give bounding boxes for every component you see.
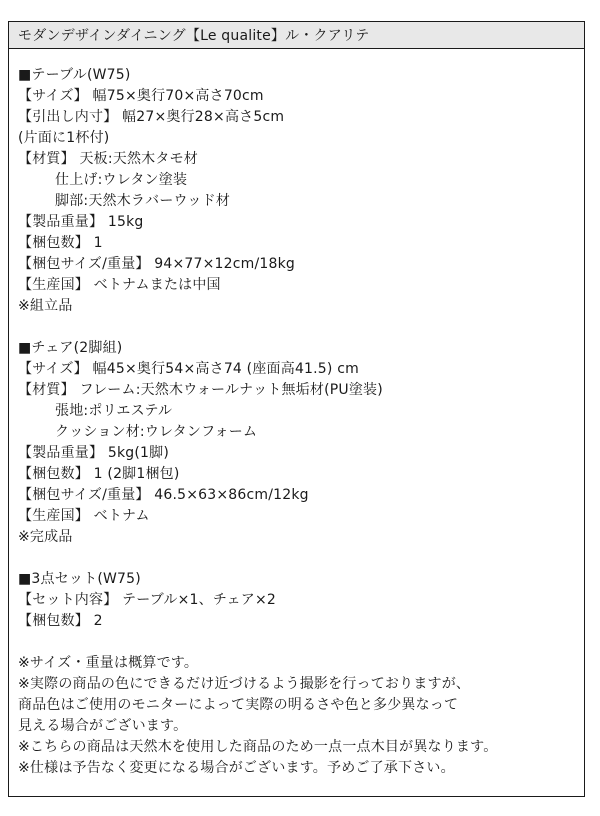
spec-line: ※完成品 <box>18 529 73 545</box>
spec-line: 【材質】 天板:天然木タモ材 <box>18 151 198 167</box>
product-title: モダンデザインダイニング【Le qualite】ル・クアリテ <box>18 28 370 44</box>
spec-line: 【引出し内寸】 幅27×奥行28×高さ5cm <box>18 109 285 125</box>
note-line: 見える場合がございます。 <box>18 718 188 734</box>
note-line: ※実際の商品の色にできるだけ近づけるよう撮影を行っておりますが、 <box>18 676 471 692</box>
blank-line <box>18 632 575 653</box>
spec-line: 【材質】 フレーム:天然木ウォールナット無垢材(PU塗装) <box>18 382 383 398</box>
spec-line: 仕上げ:ウレタン塗装 <box>55 172 188 188</box>
spec-line: 【サイズ】 幅75×奥行70×高さ70cm <box>18 88 264 104</box>
blank-line <box>18 317 575 338</box>
spec-line: 【梱包数】 1 <box>18 235 103 251</box>
spec-line: クッション材:ウレタンフォーム <box>55 424 258 440</box>
blank-line <box>18 548 575 569</box>
spec-line: 【生産国】 ベトナムまたは中国 <box>18 277 221 293</box>
product-spec-panel <box>8 21 585 797</box>
section-heading: ■3点セット(W75) <box>18 571 141 587</box>
spec-line: 【製品重量】 5kg(1脚) <box>18 445 169 461</box>
product-title-bar <box>9 22 584 49</box>
spec-line: 【セット内容】 テーブル×1、チェア×2 <box>18 592 277 608</box>
section-heading: ■チェア(2脚組) <box>18 340 123 356</box>
spec-line: ※組立品 <box>18 298 73 314</box>
note-line: ※サイズ・重量は概算です。 <box>18 655 199 671</box>
spec-line: 【サイズ】 幅45×奥行54×高さ74 (座面高41.5) cm <box>18 361 359 377</box>
note-line: ※仕様は予告なく変更になる場合がございます。予めご了承下さい。 <box>18 760 455 776</box>
spec-line: 【梱包数】 1 (2脚1梱包) <box>18 466 180 482</box>
spec-line: 【梱包数】 2 <box>18 613 103 629</box>
section-heading: ■テーブル(W75) <box>18 67 131 83</box>
spec-body <box>9 49 584 779</box>
spec-line: 張地:ポリエステル <box>55 403 173 419</box>
note-line: ※こちらの商品は天然木を使用した商品のため一点一点木目が異なります。 <box>18 739 498 755</box>
spec-line: 脚部:天然木ラバーウッド材 <box>55 193 231 209</box>
spec-line: 【梱包サイズ/重量】 46.5×63×86cm/12kg <box>18 487 309 503</box>
spec-line: (片面に1杯付) <box>18 130 110 146</box>
spec-line: 【製品重量】 15kg <box>18 214 144 230</box>
spec-line: 【梱包サイズ/重量】 94×77×12cm/18kg <box>18 256 296 272</box>
note-line: 商品色はご使用のモニターによって実際の明るさや色と多少異なって <box>18 697 459 713</box>
spec-line: 【生産国】 ベトナム <box>18 508 150 524</box>
